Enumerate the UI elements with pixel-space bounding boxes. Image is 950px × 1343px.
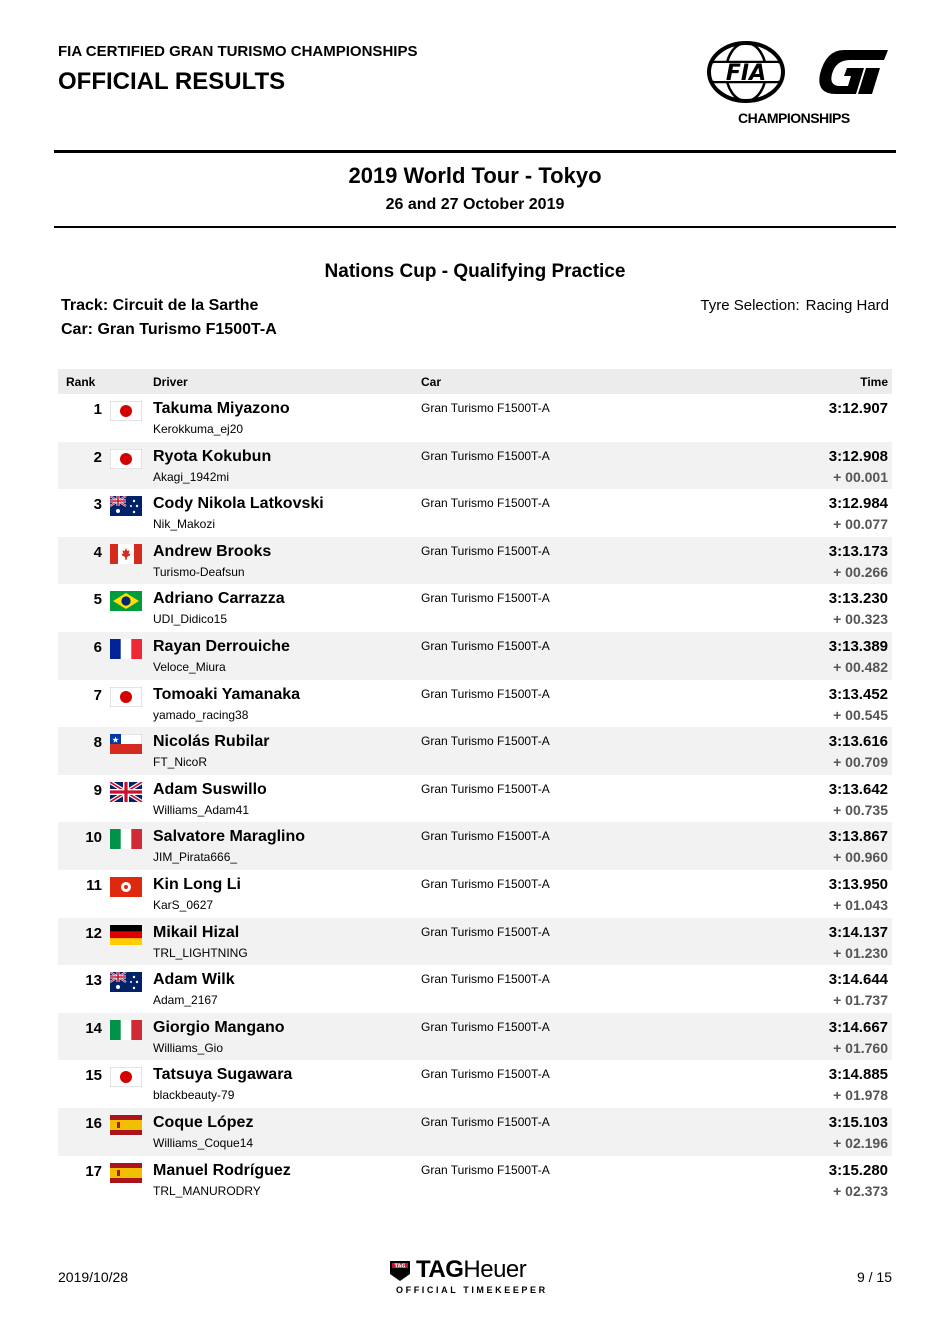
tagheuer-badge-icon (388, 1260, 412, 1282)
driver-name: Salvatore Maraglino (153, 828, 306, 846)
tagheuer-caption: OFFICIAL TIMEKEEPER (396, 1285, 548, 1295)
table-row (58, 489, 892, 537)
table-row (58, 1156, 892, 1204)
divider-top (54, 150, 896, 153)
driver-psn-id: Akagi_1942mi (153, 469, 230, 484)
lap-time: 3:14.885 (828, 1066, 888, 1084)
table-row (58, 965, 892, 1013)
time-gap: + 00.735 (833, 801, 888, 818)
time-gap: + 01.760 (833, 1039, 888, 1056)
rank-cell: 9 (93, 781, 102, 799)
lap-time: 3:13.389 (828, 637, 888, 655)
au-flag-icon (110, 496, 142, 516)
rank-cell: 12 (85, 924, 102, 942)
table-row (58, 775, 892, 823)
lap-time: 3:13.616 (828, 733, 888, 751)
jp-flag-icon (110, 687, 142, 707)
time-gap: + 00.077 (833, 516, 888, 533)
car-cell: Gran Turismo F1500T-A (421, 591, 550, 606)
car-cell: Gran Turismo F1500T-A (421, 972, 550, 987)
lap-time: 3:14.137 (828, 923, 888, 941)
time-gap: + 01.043 (833, 896, 888, 913)
rank-cell: 10 (85, 829, 102, 847)
lap-time: 3:13.452 (828, 685, 888, 703)
driver-name: Adam Wilk (153, 971, 235, 989)
tagheuer-heuer: Heuer (463, 1256, 527, 1283)
driver-psn-id: TRL_LIGHTNING (153, 945, 248, 960)
driver-name: Ryota Kokubun (153, 447, 272, 465)
time-gap: + 02.373 (833, 1182, 888, 1199)
driver-name: Kin Long Li (153, 875, 241, 893)
lap-time: 3:12.908 (828, 447, 888, 465)
table-row (58, 1060, 892, 1108)
lap-time: 3:14.644 (828, 971, 888, 989)
car-cell: Gran Turismo F1500T-A (421, 876, 550, 891)
jp-flag-icon (110, 1067, 142, 1087)
table-body (58, 394, 892, 1203)
rank-cell: 3 (93, 496, 102, 514)
driver-name: Coque López (153, 1113, 254, 1131)
car-cell: Gran Turismo F1500T-A (421, 734, 550, 749)
es-flag-icon (110, 1163, 142, 1183)
rank-cell: 1 (93, 401, 102, 418)
lap-time: 3:13.642 (828, 780, 888, 798)
footer-date: 2019/10/28 (58, 1269, 129, 1285)
driver-name: Tatsuya Sugawara (153, 1066, 293, 1084)
driver-psn-id: UDI_Didico15 (153, 612, 228, 627)
tagheuer-logo (386, 1258, 566, 1298)
lap-time: 3:14.667 (828, 1018, 888, 1036)
driver-name: Nicolás Rubilar (153, 733, 270, 751)
table-row (58, 632, 892, 680)
rank-cell: 16 (85, 1114, 102, 1132)
event-date: 26 and 27 October 2019 (385, 196, 565, 213)
time-gap: + 00.266 (833, 563, 888, 580)
ca-flag-icon (110, 544, 142, 564)
driver-name: Takuma Miyazono (153, 400, 290, 417)
car-cell: Gran Turismo F1500T-A (421, 924, 550, 939)
car-cell: Gran Turismo F1500T-A (421, 781, 550, 796)
rank-cell: 2 (93, 448, 102, 466)
table-row (58, 1013, 892, 1061)
es-flag-icon (110, 1115, 142, 1135)
driver-name: Cody Nikola Latkovski (153, 495, 324, 513)
driver-psn-id: Williams_Gio (153, 1040, 224, 1055)
tagheuer-badge-text: TAG (394, 1263, 406, 1270)
driver-name: Mikail Hizal (153, 923, 240, 941)
fr-flag-icon (110, 639, 142, 659)
driver-name: Adam Suswillo (153, 780, 267, 798)
rank-cell: 15 (85, 1067, 102, 1085)
it-flag-icon (110, 829, 142, 849)
car-cell: Gran Turismo F1500T-A (421, 1162, 550, 1177)
table-row (58, 537, 892, 585)
driver-psn-id: Adam_2167 (153, 993, 218, 1008)
time-gap: + 00.001 (833, 468, 888, 485)
car-cell: Gran Turismo F1500T-A (421, 638, 550, 653)
table-row (58, 394, 892, 442)
lap-time: 3:15.103 (828, 1113, 888, 1131)
table-row (58, 680, 892, 728)
driver-psn-id: KarS_0627 (153, 897, 214, 912)
time-gap: + 00.709 (833, 754, 888, 771)
au-flag-icon (110, 972, 142, 992)
time-gap: + 02.196 (833, 1134, 888, 1151)
rank-cell: 4 (93, 543, 102, 561)
time-gap: + 01.737 (833, 992, 888, 1009)
lap-time: 3:12.984 (828, 495, 888, 513)
lap-time: 3:13.173 (828, 542, 888, 560)
driver-psn-id: TRL_MANURODRY (153, 1183, 261, 1198)
fia-logo-text: FIA (725, 61, 767, 86)
time-gap: + 00.545 (833, 706, 888, 723)
tyre-selection-value: Racing Hard (805, 297, 889, 314)
fia-logo-icon (706, 40, 786, 104)
column-header-rank: Rank (66, 375, 96, 389)
table-row (58, 727, 892, 775)
header-title: OFFICIAL RESULTS (58, 68, 286, 95)
lap-time: 3:12.907 (828, 400, 888, 417)
br-flag-icon (110, 591, 142, 611)
car-cell: Gran Turismo F1500T-A (421, 1067, 550, 1082)
cl-flag-icon (110, 734, 142, 754)
driver-psn-id: Williams_Adam41 (153, 802, 250, 817)
gb-flag-icon (110, 782, 142, 802)
car-cell: Gran Turismo F1500T-A (421, 401, 550, 415)
rank-cell: 17 (85, 1162, 102, 1180)
driver-psn-id: Williams_Coque14 (153, 1135, 254, 1150)
rank-cell: 7 (93, 686, 102, 704)
car-cell: Gran Turismo F1500T-A (421, 543, 550, 558)
driver-psn-id: JIM_Pirata666_ (153, 850, 238, 865)
time-gap: + 00.323 (833, 611, 888, 628)
time-gap: + 00.960 (833, 849, 888, 866)
track-info: Track: Circuit de la Sarthe (61, 297, 259, 314)
column-header-driver: Driver (153, 375, 188, 389)
logo-caption: CHAMPIONSHIPS (738, 110, 850, 126)
driver-psn-id: Veloce_Miura (153, 659, 226, 674)
jp-flag-icon (110, 449, 142, 469)
driver-psn-id: yamado_racing38 (153, 707, 249, 722)
hk-flag-icon (110, 877, 142, 897)
tyre-selection (700, 297, 889, 314)
table-row (58, 870, 892, 918)
time-gap: + 01.230 (833, 944, 888, 961)
lap-time: 3:13.950 (828, 875, 888, 893)
driver-name: Rayan Derrouiche (153, 637, 290, 655)
driver-name: Adriano Carrazza (153, 590, 285, 608)
rank-cell: 5 (93, 591, 102, 609)
driver-psn-id: Nik_Makozi (153, 517, 216, 532)
time-gap: + 01.978 (833, 1087, 888, 1104)
rank-cell: 8 (93, 734, 102, 752)
driver-psn-id: Kerokkuma_ej20 (153, 422, 244, 436)
tagheuer-wordmark (416, 1256, 526, 1284)
rank-cell: 14 (85, 1019, 102, 1037)
tagheuer-tag: TAG (416, 1256, 464, 1283)
table-row (58, 584, 892, 632)
divider-bottom (54, 226, 896, 228)
jp-flag-icon (110, 401, 142, 421)
gt-logo-icon (814, 44, 894, 100)
event-title: 2019 World Tour - Tokyo (348, 163, 602, 188)
car-cell: Gran Turismo F1500T-A (421, 496, 550, 511)
car-cell: Gran Turismo F1500T-A (421, 448, 550, 463)
rank-cell: 6 (93, 638, 102, 656)
column-header-car: Car (421, 375, 442, 389)
driver-psn-id: FT_NicoR (153, 755, 208, 770)
time-gap: + 00.482 (833, 658, 888, 675)
tyre-selection-label: Tyre Selection: (700, 297, 800, 314)
driver-name: Andrew Brooks (153, 542, 272, 560)
page-number: 9 / 15 (856, 1269, 892, 1285)
table-row (58, 822, 892, 870)
rank-cell: 11 (86, 876, 102, 894)
rank-cell: 13 (85, 972, 102, 990)
driver-psn-id: Turismo-Deafsun (153, 564, 245, 579)
driver-psn-id: blackbeauty-79 (153, 1088, 235, 1103)
lap-time: 3:15.280 (828, 1161, 888, 1179)
driver-name: Manuel Rodríguez (153, 1161, 291, 1179)
table-header (58, 369, 892, 394)
car-info: Car: Gran Turismo F1500T-A (61, 321, 277, 338)
it-flag-icon (110, 1020, 142, 1040)
column-header-time: Time (860, 375, 888, 389)
table-row (58, 918, 892, 966)
lap-time: 3:13.230 (828, 590, 888, 608)
car-cell: Gran Turismo F1500T-A (421, 829, 550, 844)
table-row (58, 442, 892, 490)
lap-time: 3:13.867 (828, 828, 888, 846)
driver-name: Giorgio Mangano (153, 1018, 285, 1036)
session-title: Nations Cup - Qualifying Practice (324, 261, 626, 282)
car-cell: Gran Turismo F1500T-A (421, 1019, 550, 1034)
header-subtitle: FIA CERTIFIED GRAN TURISMO CHAMPIONSHIPS (58, 43, 418, 60)
car-cell: Gran Turismo F1500T-A (421, 686, 550, 701)
results-table (58, 369, 892, 1203)
championship-logos (706, 40, 896, 130)
driver-name: Tomoaki Yamanaka (153, 685, 301, 703)
table-row (58, 1108, 892, 1156)
car-cell: Gran Turismo F1500T-A (421, 1114, 550, 1129)
de-flag-icon (110, 925, 142, 945)
